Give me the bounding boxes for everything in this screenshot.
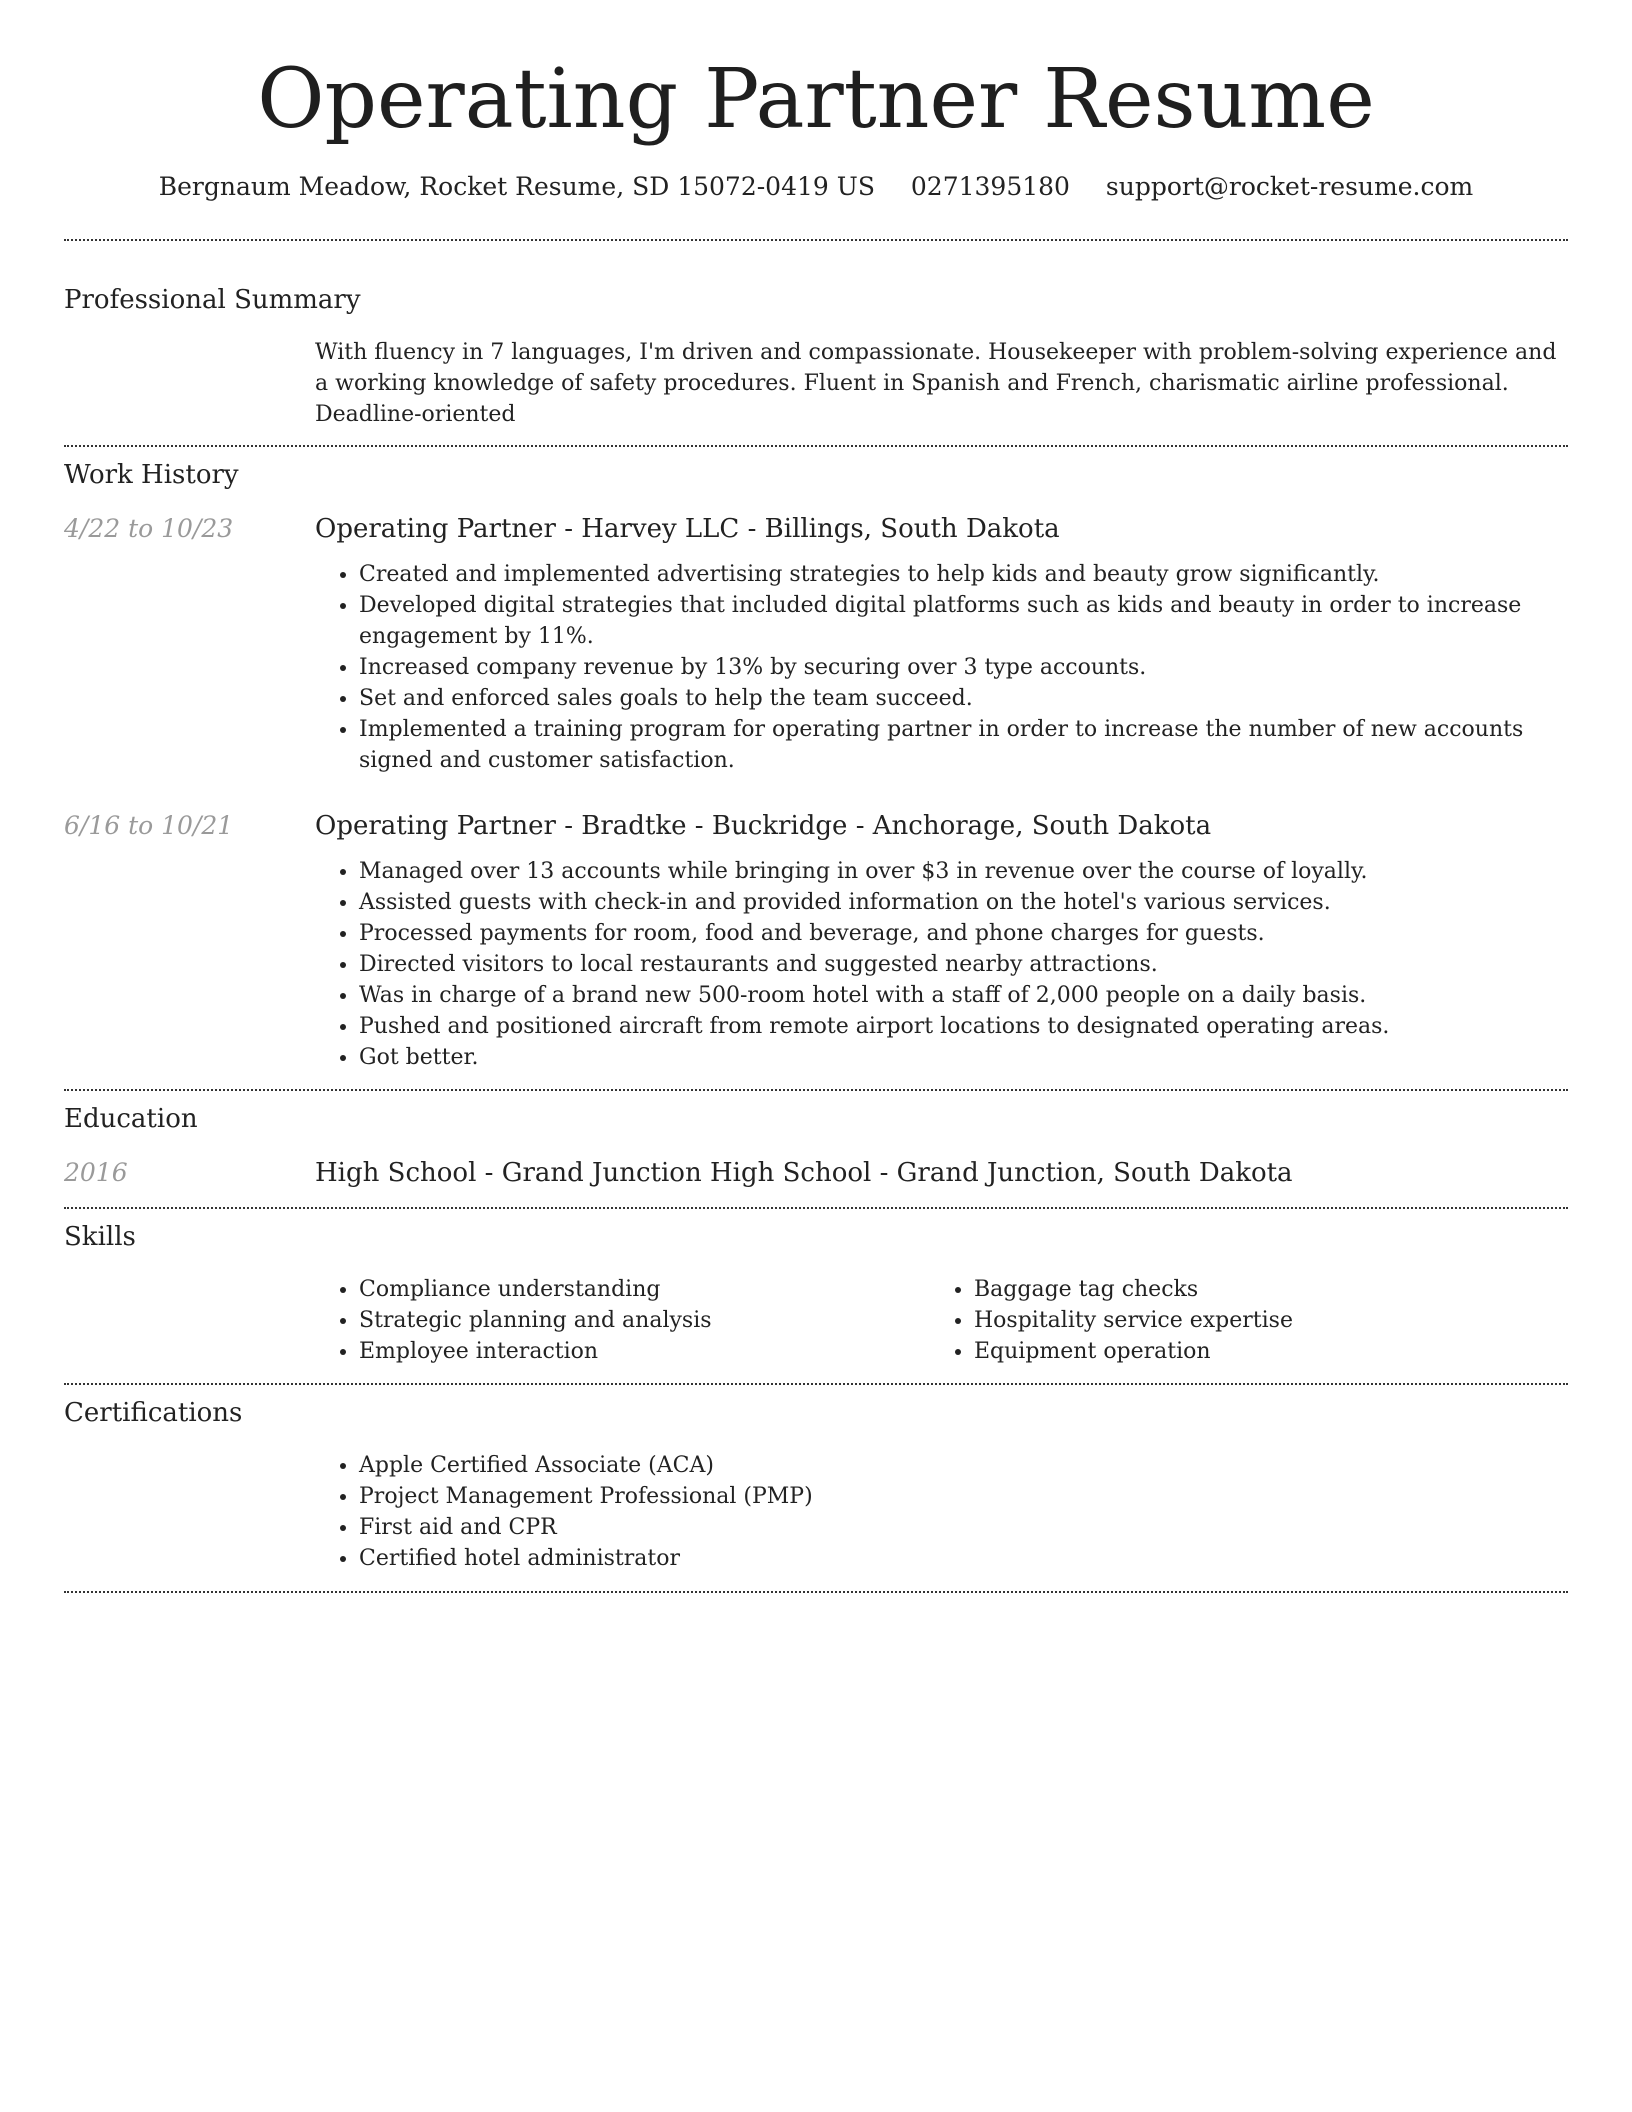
resume-page bbox=[64, 0, 1568, 1593]
contact-phone: 0271395180 bbox=[910, 172, 1070, 201]
divider bbox=[64, 1207, 1568, 1209]
job-bullets bbox=[315, 559, 1568, 776]
divider bbox=[64, 445, 1568, 447]
list-item: • Managed over 13 accounts while bringing in over $3 in revenue over the course of loyally. bbox=[359, 856, 1568, 887]
education-detail: - Grand Junction High School - Grand Junction, South Dakota bbox=[476, 1158, 1293, 1188]
education-heading: Education bbox=[64, 1104, 198, 1134]
skills-heading: Skills bbox=[64, 1222, 136, 1252]
divider bbox=[64, 239, 1568, 241]
list-item: • Compliance understanding bbox=[359, 1274, 930, 1305]
contact-address: Bergnaum Meadow, Rocket Resume, SD 15072-0419 US bbox=[158, 172, 875, 201]
divider bbox=[64, 1089, 1568, 1091]
certifications-list bbox=[315, 1450, 1568, 1574]
job-entry bbox=[64, 512, 1568, 776]
contact-email: support@rocket-resume.com bbox=[1105, 172, 1474, 201]
list-item: • First aid and CPR bbox=[359, 1512, 1568, 1543]
list-item: • Pushed and positioned aircraft from remote airport locations to designated operating areas. bbox=[359, 1011, 1568, 1042]
list-item: • Assisted guests with check-in and provided information on the hotel's various services. bbox=[359, 887, 1568, 918]
education-entry bbox=[64, 1156, 1568, 1190]
list-item: • Increased company revenue by 13% by securing over 3 type accounts. bbox=[359, 652, 1568, 683]
list-item: • Project Management Professional (PMP) bbox=[359, 1481, 1568, 1512]
education-year: 2016 bbox=[64, 1158, 128, 1187]
work-history-section bbox=[64, 457, 1568, 1073]
list-item: • Processed payments for room, food and beverage, and phone charges for guests. bbox=[359, 918, 1568, 949]
list-item: • Created and implemented advertising strategies to help kids and beauty grow significantly. bbox=[359, 559, 1568, 590]
list-item: • Hospitality service expertise bbox=[974, 1305, 1545, 1336]
list-item: • Certified hotel administrator bbox=[359, 1543, 1568, 1574]
education-section bbox=[64, 1101, 1568, 1190]
job-dates: 4/22 to 10/23 bbox=[64, 514, 234, 543]
list-item: • Apple Certified Associate (ACA) bbox=[359, 1450, 1568, 1481]
skills-list-left bbox=[315, 1274, 930, 1367]
resume-title: Operating Partner Resume bbox=[257, 52, 1375, 147]
job-bullets bbox=[315, 856, 1568, 1073]
job-dates: 6/16 to 10/21 bbox=[64, 811, 234, 840]
list-item: • Directed visitors to local restaurants and suggested nearby attractions. bbox=[359, 949, 1568, 980]
list-item: • Baggage tag checks bbox=[974, 1274, 1545, 1305]
list-item: • Developed digital strategies that included digital platforms such as kids and beauty in order to increase engagement by 11%. bbox=[359, 590, 1568, 652]
education-degree: High School bbox=[315, 1158, 477, 1188]
certifications-section bbox=[64, 1395, 1568, 1574]
list-item: • Equipment operation bbox=[974, 1336, 1545, 1367]
job-title: Operating Partner - Harvey LLC - Billings, South Dakota bbox=[315, 514, 1060, 544]
list-item: • Got better. bbox=[359, 1042, 1568, 1073]
contact-line bbox=[64, 170, 1568, 204]
list-item: • Was in charge of a brand new 500-room hotel with a staff of 2,000 people on a daily basis. bbox=[359, 980, 1568, 1011]
summary-heading: Professional Summary bbox=[64, 285, 361, 315]
skills-section bbox=[64, 1219, 1568, 1367]
job-entry bbox=[64, 809, 1568, 1073]
skills-list-right bbox=[930, 1274, 1545, 1367]
job-title: Operating Partner - Bradtke - Buckridge - Anchorage, South Dakota bbox=[315, 811, 1212, 841]
list-item: • Employee interaction bbox=[359, 1336, 930, 1367]
list-item: • Set and enforced sales goals to help the team succeed. bbox=[359, 683, 1568, 714]
summary-text: With fluency in 7 languages, I'm driven and compassionate. Housekeeper with problem-solving experience and a working knowledge of safety procedures. Fluent in Spanish and French, charismatic airline professional. Deadline-oriented bbox=[315, 340, 1557, 427]
list-item: • Implemented a training program for operating partner in order to increase the number of new accounts signed and customer satisfaction. bbox=[359, 714, 1568, 776]
summary-section bbox=[64, 282, 1568, 430]
divider bbox=[64, 1591, 1568, 1593]
work-history-heading: Work History bbox=[64, 460, 239, 490]
divider bbox=[64, 1383, 1568, 1385]
list-item: • Strategic planning and analysis bbox=[359, 1305, 930, 1336]
certifications-heading: Certifications bbox=[64, 1398, 243, 1428]
